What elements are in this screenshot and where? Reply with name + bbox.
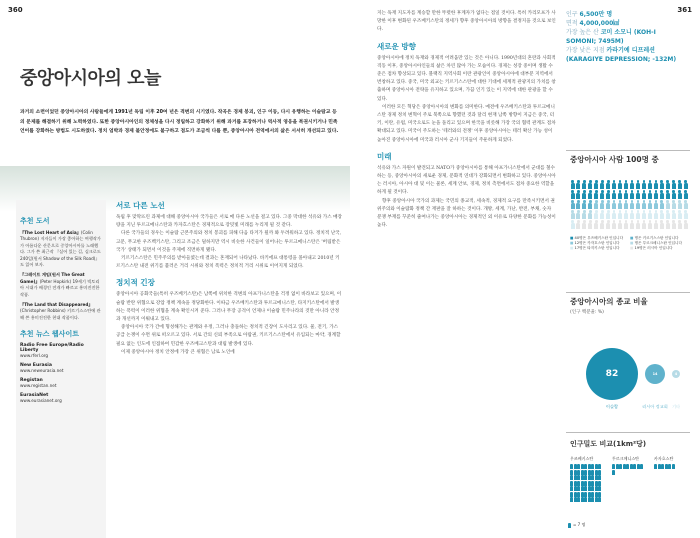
person-icon bbox=[647, 200, 652, 209]
icon-row bbox=[570, 180, 688, 189]
person-icon bbox=[577, 464, 580, 469]
person-icon bbox=[570, 497, 573, 502]
person-icon bbox=[619, 464, 622, 469]
legend-label: 명은 투르크메니스탄 인입니다 bbox=[634, 241, 682, 245]
person-icon bbox=[677, 220, 682, 229]
person-icon bbox=[641, 200, 646, 209]
legend-label: 12명은 카자흐스탄 인입니다 bbox=[574, 241, 620, 245]
person-icon bbox=[584, 492, 587, 497]
site-url[interactable]: www.eurasianet.org bbox=[20, 398, 62, 404]
page-number-left: 360 bbox=[8, 6, 23, 14]
person-icon bbox=[671, 180, 676, 189]
person-icon bbox=[606, 190, 611, 199]
religion-label: 기타 bbox=[671, 404, 681, 409]
person-icon bbox=[594, 190, 599, 199]
person-icon bbox=[641, 180, 646, 189]
person-icon bbox=[683, 190, 688, 199]
sites-heading: 추천 뉴스 웹사이트 bbox=[20, 330, 79, 339]
person-icon bbox=[683, 180, 688, 189]
person-icon bbox=[600, 180, 605, 189]
book-item: 『The Lost Heart of Asia』(Colin Thubron) 저자들이 가장 좋아하는 여행작가가 아름다운 산문으로 중앙아시아를 노래했다. 그가 쓴 최근작 『실어 있는 길, 실크로드 240일(원서 Shadow of the Silk Road)』도 읽어 보자. bbox=[20, 230, 101, 268]
person-icon bbox=[624, 190, 629, 199]
person-icon bbox=[576, 200, 581, 209]
person-icon bbox=[677, 200, 682, 209]
person-icon bbox=[612, 210, 617, 219]
person-icon bbox=[598, 470, 601, 475]
person-icon bbox=[612, 200, 617, 209]
density-key: = 7 명 bbox=[568, 522, 585, 528]
person-icon bbox=[618, 180, 623, 189]
person-icon bbox=[576, 180, 581, 189]
fact-lowest-point: 가장 낮은 지점 카라기예 디프레션 (KARAGIYE DEPRESSION; -132M) bbox=[566, 47, 677, 63]
people-icon-grid bbox=[570, 180, 688, 230]
site-url[interactable]: www.rferl.org bbox=[20, 353, 49, 359]
person-icon bbox=[584, 481, 587, 486]
person-icon bbox=[659, 210, 664, 219]
person-icon bbox=[582, 220, 587, 229]
person-icon bbox=[600, 190, 605, 199]
person-icon bbox=[618, 210, 623, 219]
intro-paragraph: 과거의 소련이었던 중앙아시아의 사람들에게 1991년 독립 이후 20여 년은 격변의 시기였다. 작곡은 경제 붕괴, 인구 이동, 다시 유행하는 이슬람교 등의 문제를 해결하기 위해 노력하였다. 또한 중앙아시아인의 정체성을 다시 정립하고 강화하기 위해 과거를 포장하거나 역사적 영웅을 복권시키거나 민족 언어를 강화하는 방법도 시도하였다. 정치 엄박과 경제 불안정에도 불구하고 점도가 조금씩 다를 뿐, 중앙아시아 전역에서의 삶은 서서히 개선되고 있다. bbox=[20, 110, 339, 134]
icon-row bbox=[570, 210, 688, 219]
person-icon bbox=[618, 200, 623, 209]
site-url[interactable]: www.registan.net bbox=[20, 383, 57, 389]
person-icon bbox=[633, 464, 636, 469]
person-icon bbox=[570, 210, 575, 219]
person-icon bbox=[582, 200, 587, 209]
legend-swatch: ■ bbox=[570, 246, 575, 250]
person-icon bbox=[624, 210, 629, 219]
person-icon bbox=[647, 210, 652, 219]
person-icon bbox=[659, 190, 664, 199]
person-icon bbox=[653, 180, 658, 189]
density-column-label: 우즈베키스탄 bbox=[570, 456, 594, 461]
person-icon bbox=[635, 190, 640, 199]
person-icon bbox=[671, 220, 676, 229]
person-icon bbox=[606, 210, 611, 219]
person-icon bbox=[570, 464, 573, 469]
icon-row bbox=[570, 190, 688, 199]
divider bbox=[566, 150, 690, 151]
person-icon bbox=[630, 200, 635, 209]
religion-label: 이슬람 bbox=[605, 404, 619, 409]
person-icon bbox=[665, 190, 670, 199]
person-icon bbox=[659, 220, 664, 229]
person-icon bbox=[588, 200, 593, 209]
person-icon bbox=[591, 481, 594, 486]
site-name: Radio Free Europe/Radio Liberty bbox=[20, 343, 84, 354]
density-column bbox=[570, 456, 602, 502]
legend-item bbox=[570, 246, 630, 251]
person-icon bbox=[582, 210, 587, 219]
person-icon bbox=[668, 464, 671, 469]
person-icon bbox=[584, 486, 587, 491]
divider bbox=[566, 292, 690, 293]
person-icon bbox=[665, 210, 670, 219]
person-icon bbox=[630, 210, 635, 219]
person-icon bbox=[647, 220, 652, 229]
person-icon bbox=[570, 486, 573, 491]
person-icon bbox=[612, 180, 617, 189]
density-column bbox=[612, 456, 644, 475]
person-icon bbox=[647, 180, 652, 189]
person-icon bbox=[591, 475, 594, 480]
fact-population: 인구 6,500만 명 bbox=[566, 11, 613, 18]
book-item: 『The Land that Disappeared』(Christopher Robbins) 키르기스스탄에 관해 쓴 흥미진진한 현대 작품이다. bbox=[20, 302, 101, 320]
people-chart-title: 중앙아시아 사람 100명 중 bbox=[570, 155, 659, 164]
religion-bubble: 14 bbox=[645, 364, 665, 384]
person-icon bbox=[576, 190, 581, 199]
person-icon bbox=[618, 190, 623, 199]
people-legend bbox=[570, 236, 694, 251]
icon-row bbox=[570, 200, 688, 209]
person-icon bbox=[612, 190, 617, 199]
person-icon bbox=[582, 190, 587, 199]
person-icon bbox=[641, 220, 646, 229]
legend-swatch: ■ bbox=[630, 246, 635, 250]
book-item: 『그레이트 게임(원서 The Great Game)』(Peter Hopkirk) 19세기 빅토리아 시대가 배경인 전개가 빠르고 흥미진진한 작품. bbox=[20, 272, 100, 297]
person-icon bbox=[606, 220, 611, 229]
section-heading-political-tension: 정치적 긴장 bbox=[116, 278, 155, 288]
person-icon bbox=[653, 200, 658, 209]
person-icon bbox=[570, 492, 573, 497]
person-icon bbox=[570, 220, 575, 229]
person-icon bbox=[612, 464, 615, 469]
body-paragraph: 지는 독재 지도자를 계승할 만한 뚜렷한 후계자가 없다는 점일 것이다. 특히 카리모프가 사망한 이후 변화된 우즈베키스탄의 정세가 향후 중앙아시아의 방향을 결정지을 것으로 보인다. bbox=[377, 11, 556, 33]
legend-label: 19명은 러시아 인입니다 bbox=[634, 246, 673, 250]
person-icon bbox=[624, 220, 629, 229]
person-icon bbox=[577, 481, 580, 486]
section-heading-future: 미래 bbox=[377, 151, 392, 161]
article-column-a bbox=[116, 200, 342, 357]
article-column-b bbox=[377, 10, 557, 230]
person-icon bbox=[576, 210, 581, 219]
religion-chart-subtitle: (인구 백분율: %) bbox=[570, 310, 604, 315]
person-icon bbox=[598, 497, 601, 502]
person-icon bbox=[591, 470, 594, 475]
person-icon bbox=[606, 180, 611, 189]
person-icon bbox=[600, 210, 605, 219]
person-icon bbox=[594, 210, 599, 219]
person-icon bbox=[641, 210, 646, 219]
legend-item bbox=[630, 246, 690, 251]
person-icon bbox=[577, 475, 580, 480]
person-icon bbox=[635, 180, 640, 189]
site-name: EurasiaNet bbox=[20, 393, 49, 399]
density-column-label: 투르크메니스탄 bbox=[612, 456, 640, 461]
body-paragraph: 독립 후 맞딱뜨린 과제에 대해 중앙아시아 국가들은 서로 매 다른 노선을 걸고 있다. 그중 막대한 석유와 가스 매장량을 지닌 투르크메니스탄과 카자흐스탄은 경제적으로 장밋빛 미래를 누리게 될 것 같다. bbox=[116, 215, 342, 229]
person-icon bbox=[654, 464, 657, 469]
person-icon bbox=[594, 200, 599, 209]
person-icon bbox=[606, 200, 611, 209]
person-icon bbox=[683, 200, 688, 209]
site-name: Registan bbox=[20, 378, 43, 384]
person-icon bbox=[683, 220, 688, 229]
person-icon bbox=[630, 220, 635, 229]
person-icon bbox=[584, 464, 587, 469]
person-icon bbox=[671, 190, 676, 199]
person-icon bbox=[677, 180, 682, 189]
legend-swatch: ■ bbox=[570, 241, 575, 245]
person-icon bbox=[570, 481, 573, 486]
person-icon bbox=[641, 190, 646, 199]
person-icon bbox=[640, 464, 643, 469]
person-icon bbox=[582, 180, 587, 189]
person-icon bbox=[570, 180, 575, 189]
person-icon bbox=[671, 210, 676, 219]
body-paragraph: 중앙아시아 공화국들(특히 우즈베키스탄)은 남쪽에 위치한 격변의 아프가니스탄을 걱정 없이 바라보고 있으며, 이슬람 반란 위협으로 강압 정책 계속을 정당화한다. 이따금 우즈베키스탄과 투르크메니스탄, 타지키스탄에서 발생하는 폭력이 이러한 위협을 계속 확인시켜 준다. 그러나 무장 공격이 언제나 이슬람 민주나라의 것만 아니라 안정과 개선까지 이뤄내고 있다. bbox=[116, 292, 342, 323]
person-icon bbox=[568, 523, 571, 528]
person-icon bbox=[665, 200, 670, 209]
person-icon bbox=[588, 180, 593, 189]
person-icon bbox=[677, 190, 682, 199]
person-icon bbox=[576, 220, 581, 229]
religion-label: 러시아 정교회 bbox=[642, 404, 668, 409]
page-number-right: 361 bbox=[677, 6, 692, 14]
person-icon bbox=[598, 464, 601, 469]
body-paragraph: 중앙아시아에 정치 독재와 경제적 어려움만 있는 것은 아니다. 1990년대의 혼란과 사회적 격동 이후, 중앙아시아인들의 삶은 차린 많아 가는 모습이다. 경제는 성장 중이며 생활 수준은 점차 향상되고 있다. 블랙직 지역사회 이란 관광인이 중앙아시아에 대부분 지역에서 번창하고 있다. 중국, 미국 외교는 키르기스스탄에 대한 기대에 세계적 관광지의 가치를 창출하며 중앙아시아 전략을 유지하고 있으며, 가끔 인기 있는 이 지역에 대한 관광을 할 수 있다. bbox=[377, 55, 556, 102]
body-paragraph: 석유와 가스 자원이 발견되고 NATO가 중앙아시아를 통해 아프가니스탄에서 군대를 철수하는 등, 중앙아시아의 새로운 경제, 문화적 연대가 강화되면서 변화하고 있다. 중앙아시아는 러시아, 아시아 대 및 이는 물론, 세계 안보, 경제, 정치 측면에서도 점차 중요한 역할을 하게 될 것이다. bbox=[377, 165, 556, 196]
person-icon bbox=[635, 200, 640, 209]
page-title: 중앙아시아의 오늘 bbox=[20, 68, 161, 89]
body-paragraph: 이러한 모든 혁당은 중앙아시아의 변화를 의미한다. 예전에 우즈베키스탄과 투르크메니스탄 경제 정치 변혁이 주로 북쪽으로 향했던 것과 달리 현재 남쪽 방향이 지금은 중국, 터키, 이란, 유럽, 미국으로도 눈을 돌리고 있으며 한국을 비롯해 가장 국의 협력 관계도 점차 확대되고 있다. 미국이 주도하는 '테러와의 전쟁' 이후 중앙아시아는 테러 확산 가능 성이 높아진 중앙아시아에 미국과 러시아 군사 기지들이 주둔하게 되었다. bbox=[377, 104, 556, 143]
section-heading-new-direction: 새로운 방향 bbox=[377, 41, 416, 51]
divider bbox=[566, 432, 690, 433]
person-icon bbox=[672, 464, 675, 469]
person-icon bbox=[584, 475, 587, 480]
person-icon bbox=[591, 486, 594, 491]
person-icon bbox=[594, 180, 599, 189]
person-icon bbox=[570, 470, 573, 475]
recommendations-sidebar bbox=[16, 200, 106, 538]
person-icon bbox=[665, 220, 670, 229]
person-icon bbox=[630, 180, 635, 189]
icon-row bbox=[570, 220, 688, 229]
person-icon bbox=[653, 220, 658, 229]
fact-box bbox=[566, 10, 686, 64]
fact-area: 면적 4,000,000㎢ bbox=[566, 20, 620, 27]
person-icon bbox=[584, 497, 587, 502]
density-column-label: 카자흐스탄 bbox=[654, 456, 674, 461]
density-column bbox=[654, 456, 686, 469]
person-icon bbox=[577, 486, 580, 491]
person-icon bbox=[659, 200, 664, 209]
person-icon bbox=[665, 180, 670, 189]
site-url[interactable]: www.neweurasia.net bbox=[20, 368, 64, 374]
body-paragraph: 키르기스스탄은 민주주의를 받아들였는데 결과는 혼재되어 나타났다. 바키에프 대통령을 몰아내고 2010년 키르기스스탄 내전 위기를 불러온 거리 시위와 정치 폭력은 정치적 거리 시위로 이어지게 되었다. bbox=[116, 256, 340, 270]
person-icon bbox=[612, 220, 617, 229]
person-icon bbox=[598, 486, 601, 491]
person-icon bbox=[653, 190, 658, 199]
legend-swatch: ■ bbox=[630, 236, 635, 240]
person-icon bbox=[647, 190, 652, 199]
body-paragraph: 향후 중앙아시아 국가의 과제는 국민의 종교적, 세속적, 경제적 요구를 만족시키면서 권위주의와 이슬람화 정책 간 재판을 잘 하하는 것이다. 개방, 세계, 가난, 반전, 부채, 숫자 분쟁 부재를 꾸준히 줄여나가는 중앙아시아는 경제적인 외 이유로 다양한 문화를 가능성이 높다. bbox=[377, 198, 556, 229]
person-icon bbox=[683, 210, 688, 219]
person-icon bbox=[635, 220, 640, 229]
person-icon bbox=[570, 475, 573, 480]
body-paragraph: 이제 중앙아시아 정치 안정에 가장 큰 위협은 남로 노인에 bbox=[121, 349, 235, 355]
religion-bubble: 82 bbox=[586, 348, 638, 400]
person-icon bbox=[624, 180, 629, 189]
person-icon bbox=[594, 220, 599, 229]
person-icon bbox=[612, 470, 615, 475]
religion-bubble: 4 bbox=[672, 370, 680, 378]
person-icon bbox=[570, 190, 575, 199]
person-icon bbox=[591, 492, 594, 497]
density-icon-grid bbox=[570, 464, 602, 502]
legend-swatch: ■ bbox=[570, 236, 575, 240]
person-icon bbox=[626, 464, 629, 469]
density-icon-grid bbox=[654, 464, 686, 469]
density-chart-title: 인구밀도 비교(1km²당) bbox=[570, 440, 647, 448]
person-icon bbox=[577, 470, 580, 475]
person-icon bbox=[661, 464, 664, 469]
person-icon bbox=[618, 220, 623, 229]
fact-highest-peak: 가장 높은 산 코미 소모니 (KOH-I SOMONI; 7495M) bbox=[566, 29, 656, 45]
person-icon bbox=[659, 180, 664, 189]
section-heading-different-paths: 서로 다른 노선 bbox=[116, 201, 165, 210]
person-icon bbox=[588, 190, 593, 199]
person-icon bbox=[600, 220, 605, 229]
right-page bbox=[350, 0, 700, 538]
person-icon bbox=[671, 200, 676, 209]
legend-label: 40명은 우즈베키스탄 인입니다 bbox=[574, 236, 624, 240]
person-icon bbox=[570, 200, 575, 209]
person-icon bbox=[677, 210, 682, 219]
person-icon bbox=[588, 210, 593, 219]
person-icon bbox=[577, 492, 580, 497]
person-icon bbox=[577, 497, 580, 502]
body-paragraph: 다른 국가들의 경우는 이슬람 근본주의와 정치 봉괴를 피해 다음 타겨가 될까 봐 두려워하고 있다. 정치적 난국, 고문, 무고한 우즈벡키스탄, 그리고 조금은 덜하지만 역시 비슷한 사건들이 일어나는 투르크메니스탄은 '버림받은 국가' 상태가 되면서 이것을 주제에 직면하게 됐다. bbox=[116, 231, 342, 253]
person-icon bbox=[635, 210, 640, 219]
person-icon bbox=[591, 497, 594, 502]
person-icon bbox=[598, 481, 601, 486]
person-icon bbox=[653, 210, 658, 219]
religion-chart-title: 중앙아시아의 종교 비율 bbox=[570, 297, 648, 306]
person-icon bbox=[624, 200, 629, 209]
person-icon bbox=[584, 470, 587, 475]
person-icon bbox=[598, 492, 601, 497]
body-paragraph: 중앙아시아 국가 간에 형성해가는 관계와 우정, 그러나 충돌하는 정치적 긴장이 도사리고 있다. 물, 전기, 가스 공급 논쟁이 수면 위로 떠오르고 있다. 서로 간의 신뢰 부족으로 아랍권, 키르기스스탄에서 유입되는 마약, 경계할 필요 없는 인도에 인접하여 민감한 우즈베크스탄과 대립 발생에 있다. bbox=[116, 325, 341, 347]
person-icon bbox=[630, 190, 635, 199]
books-heading: 추천 도서 bbox=[20, 217, 50, 225]
site-name: New Eurasia bbox=[20, 363, 52, 369]
legend-label: 17명은 타지키스탄 인입니다 bbox=[574, 246, 620, 250]
density-icon-grid bbox=[612, 464, 644, 475]
person-icon bbox=[600, 200, 605, 209]
legend-label: 명은 키르기스스탄 인입니다 bbox=[634, 236, 679, 240]
person-icon bbox=[591, 464, 594, 469]
legend-swatch: ■ bbox=[630, 241, 635, 245]
person-icon bbox=[588, 220, 593, 229]
person-icon bbox=[598, 475, 601, 480]
